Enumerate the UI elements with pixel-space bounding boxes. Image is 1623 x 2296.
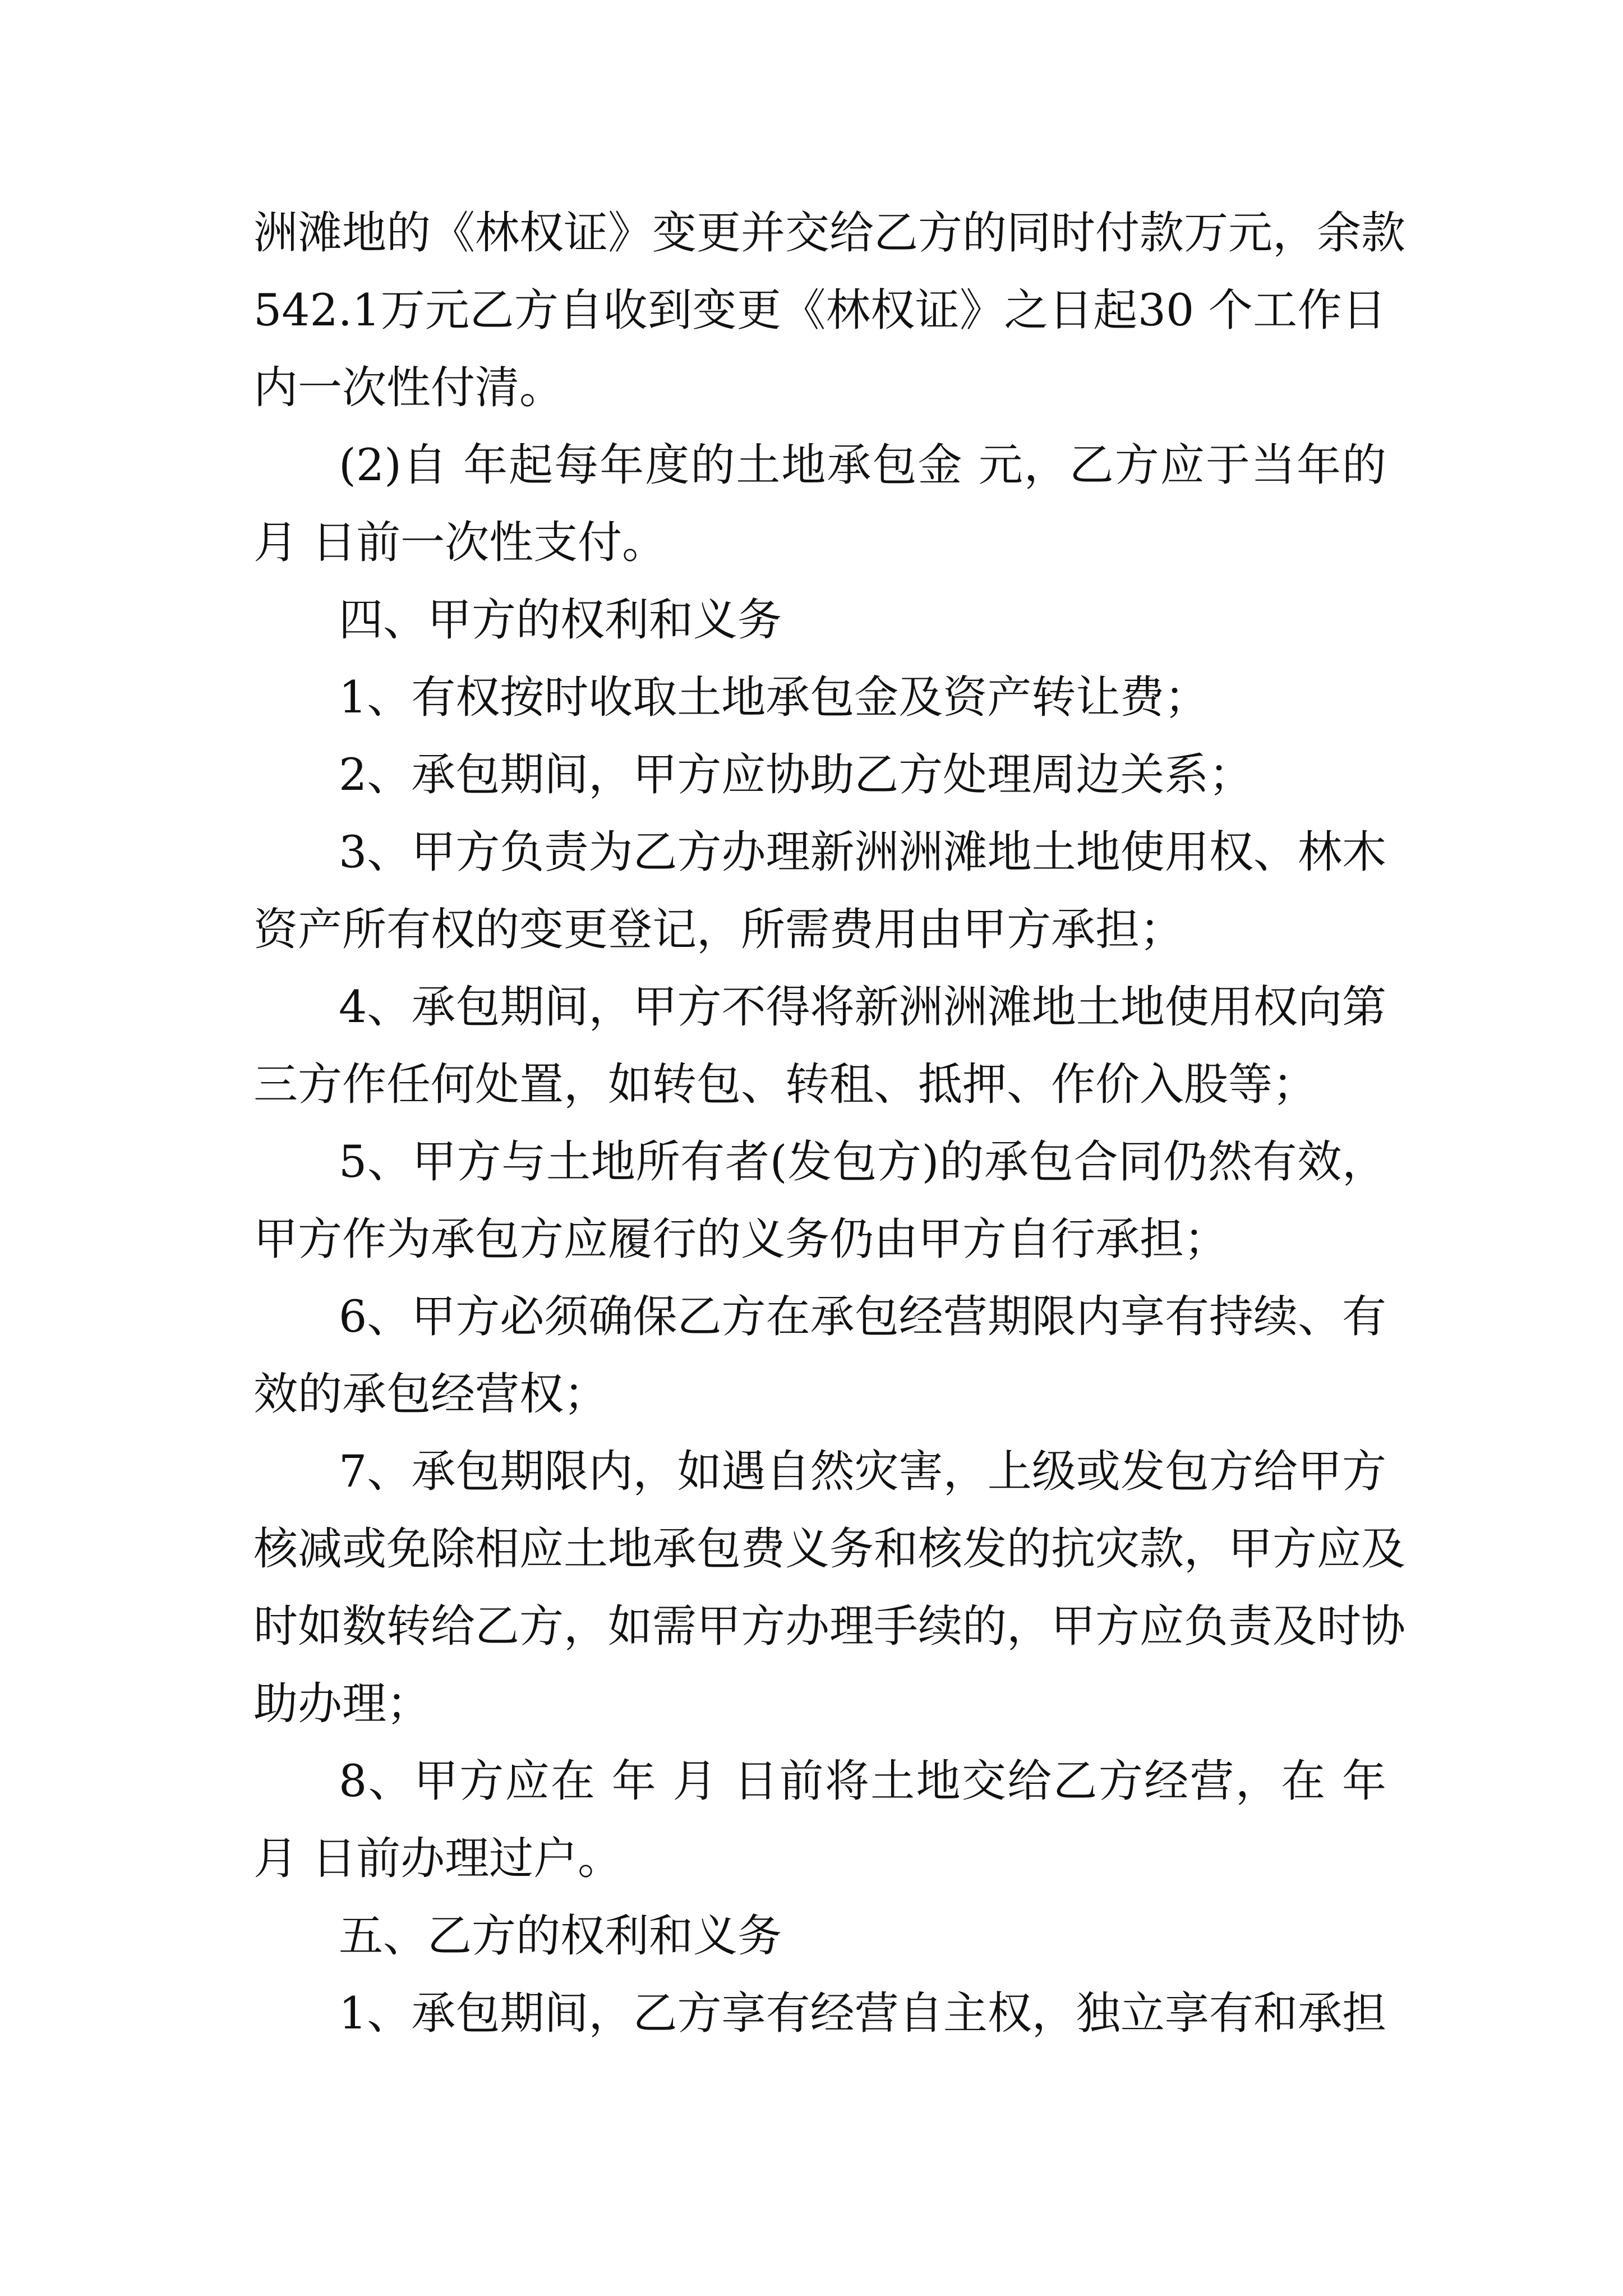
list-item: 3、甲方负责为乙方办理新洲洲滩地土地使用权、林木 xyxy=(339,826,1386,878)
list-item: 7、承包期限内，如遇自然灾害，上级或发包方给甲方 xyxy=(339,1446,1386,1497)
text-line: 核减或免除相应土地承包费义务和核发的抗灾款，甲方应及 xyxy=(253,1523,1405,1575)
text-line: 资产所有权的变更登记，所需费用由甲方承担； xyxy=(253,904,1184,955)
list-item: 5、甲方与土地所有者(发包方)的承包合同仍然有效， xyxy=(339,1136,1386,1188)
paragraph-line: (2)自 年起每年度的土地承包金 元，乙方应于当年的 xyxy=(339,439,1386,491)
text-line: 洲滩地的《林权证》变更并交给乙方的同时付款万元，余款 xyxy=(253,207,1405,259)
text-line: 月 日前一次性支付。 xyxy=(253,517,667,568)
list-item: 6、甲方必须确保乙方在承包经营期限内享有持续、有 xyxy=(339,1291,1386,1342)
text-line: 时如数转给乙方，如需甲方办理手续的，甲方应负责及时协 xyxy=(253,1600,1405,1652)
list-item: 8、甲方应在 年 月 日前将土地交给乙方经营，在 年 xyxy=(339,1755,1386,1807)
text-line: 月 日前办理过户。 xyxy=(253,1833,623,1884)
text-line: 542.1万元乙方自收到变更《林权证》之日起30 个工作日 xyxy=(253,284,1386,336)
text-line: 三方作任何处置，如转包、转租、抵押、作价入股等； xyxy=(253,1059,1317,1110)
list-item: 1、有权按时收取土地承包金及资产转让费； xyxy=(339,671,1209,723)
section-heading: 四、甲方的权利和义务 xyxy=(339,594,782,646)
text-line: 效的承包经营权； xyxy=(253,1368,608,1420)
document-body xyxy=(253,194,1405,2052)
text-line: 内一次性付清。 xyxy=(253,362,564,413)
list-item: 1、承包期间，乙方享有经营自主权，独立享有和承担 xyxy=(339,1987,1386,2039)
text-line: 助办理； xyxy=(253,1678,431,1729)
text-line: 甲方作为承包方应履行的义务仍由甲方自行承担； xyxy=(253,1213,1228,1265)
section-heading: 五、乙方的权利和义务 xyxy=(339,1910,782,1962)
list-item: 4、承包期间，甲方不得将新洲洲滩地土地使用权向第 xyxy=(339,981,1386,1033)
list-item: 2、承包期间，甲方应协助乙方处理周边关系； xyxy=(339,749,1253,800)
